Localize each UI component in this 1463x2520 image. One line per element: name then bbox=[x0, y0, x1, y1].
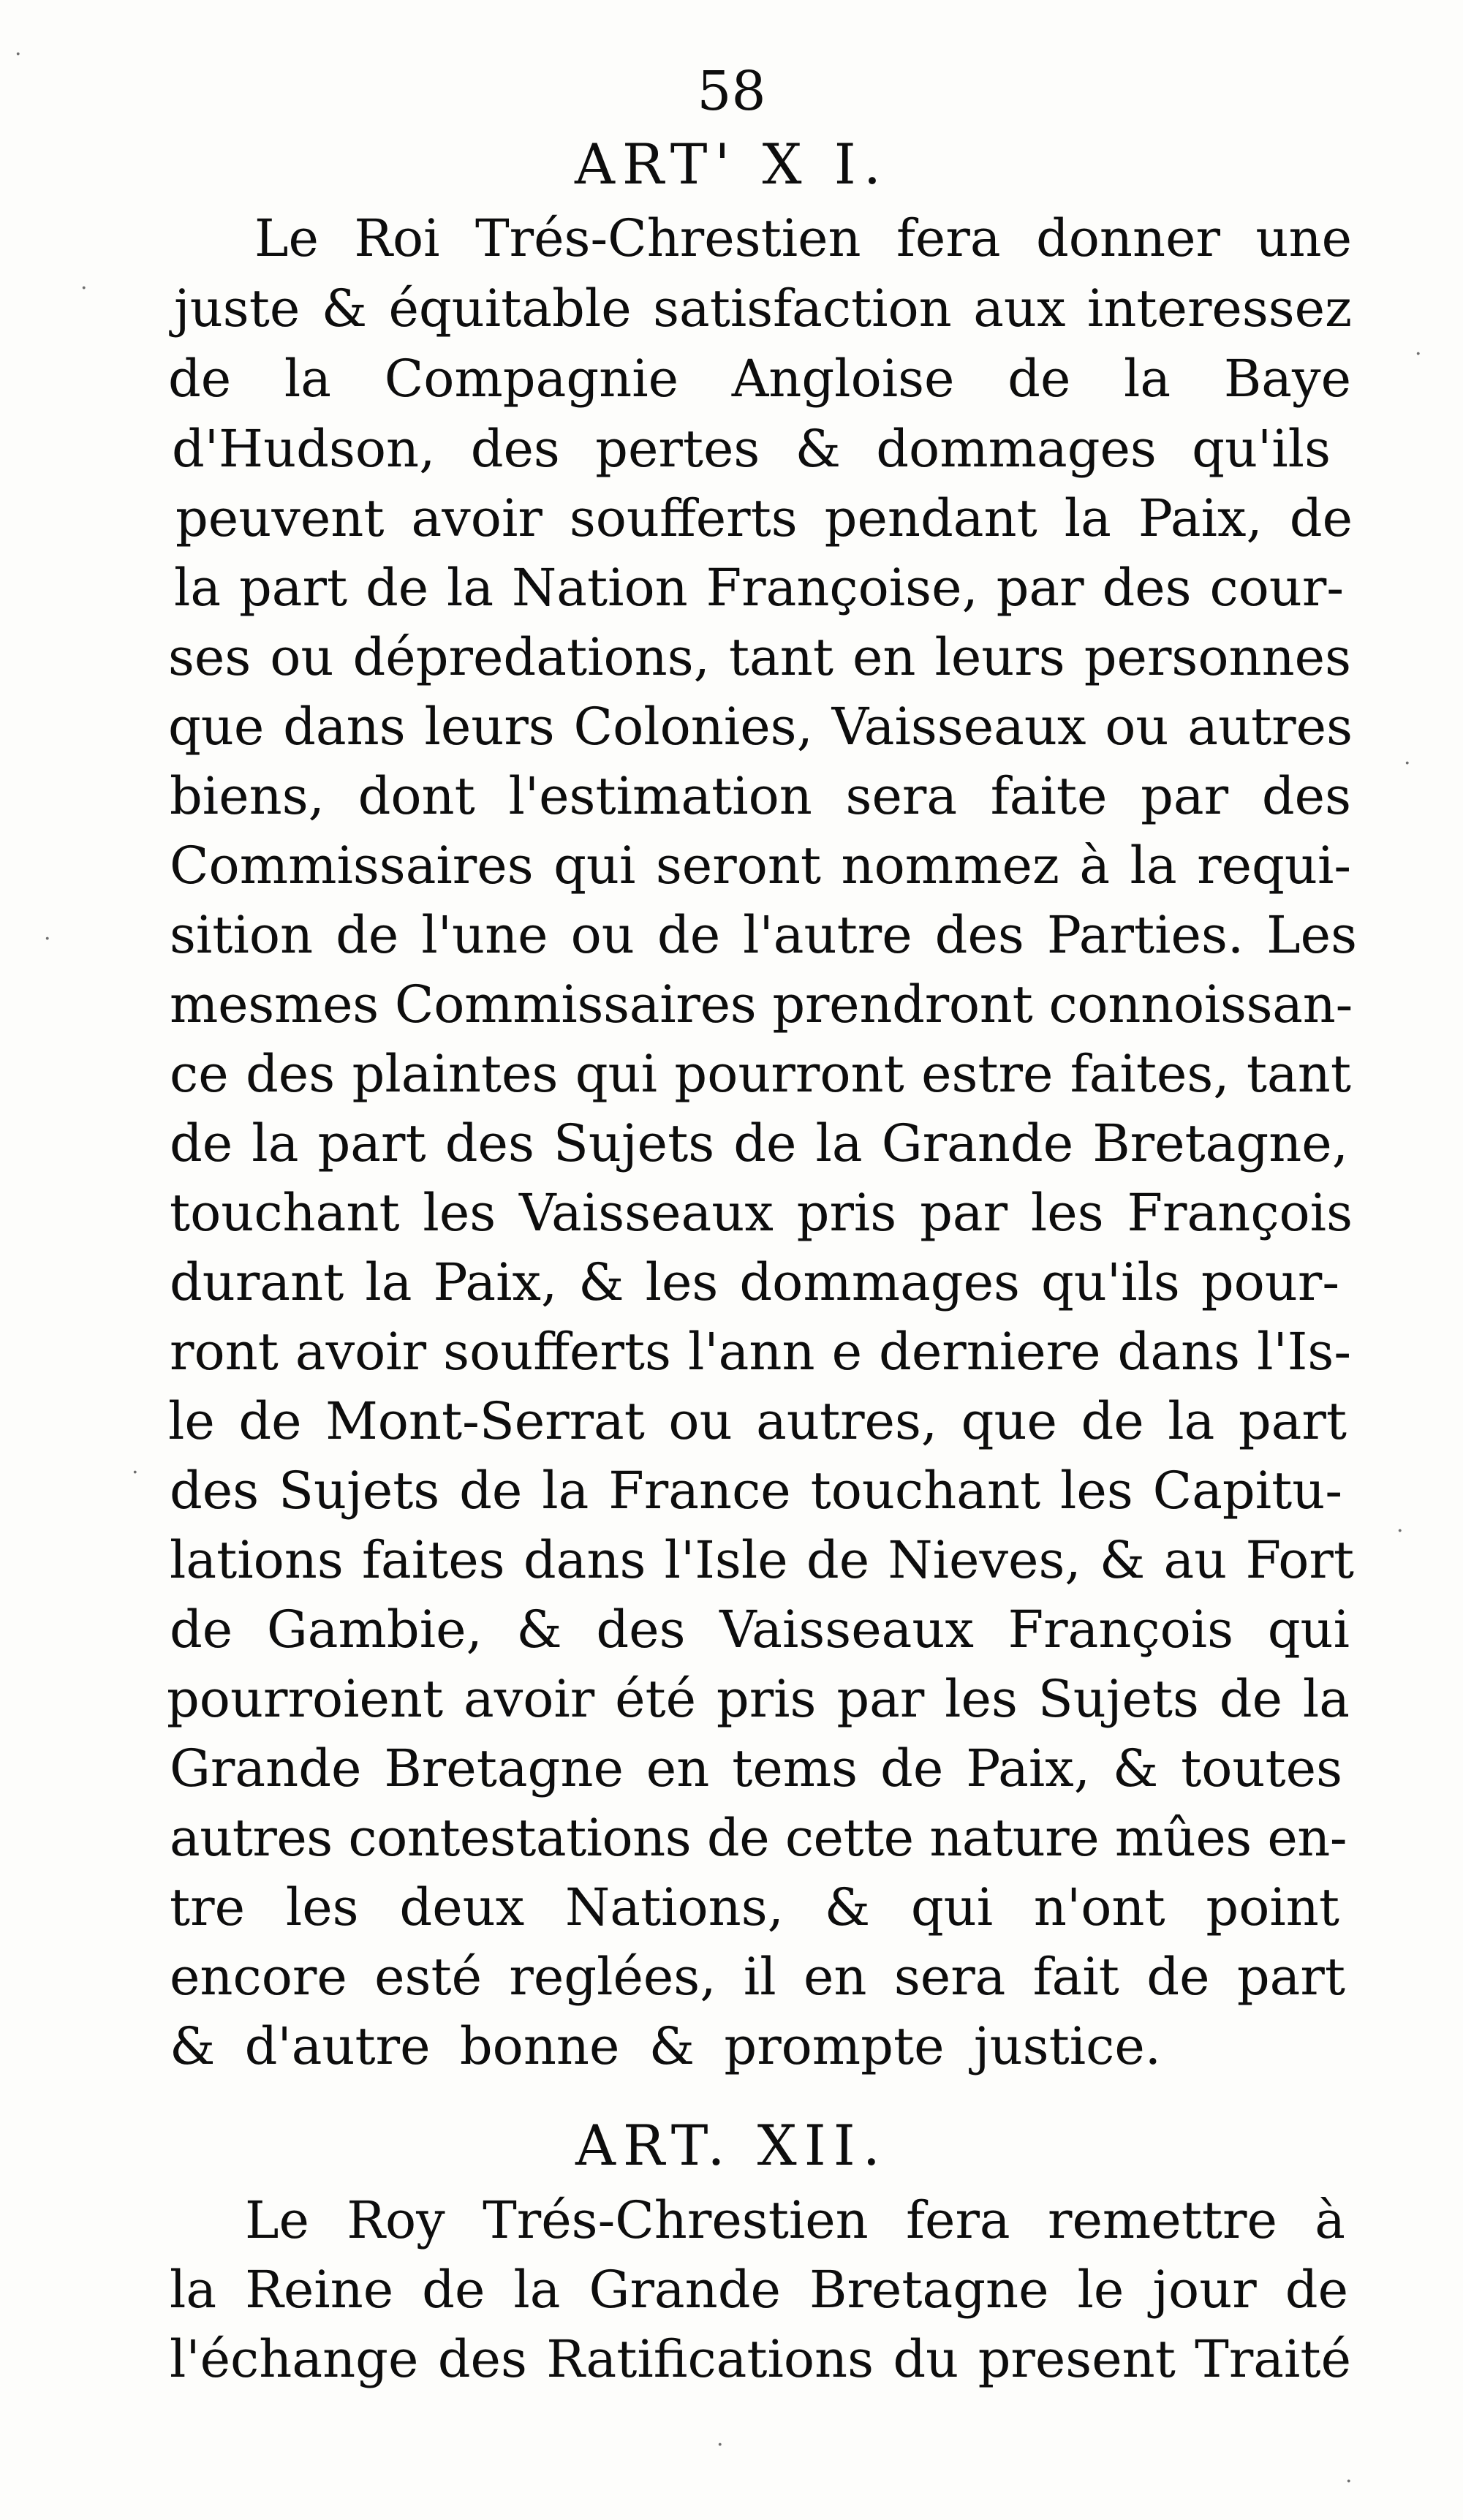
text-line: d'Hudson, des pertes & dommages qu'ils bbox=[172, 419, 1331, 479]
book-page: 58 ART' X I. Le Roi Trés-Chrestien fera donner une juste & équitable satisfaction aux interessez de la Compagnie Angloise de la Baye d'Hudson, des pertes & dommages qu'ils peuvent avoir soufferts pendant la Paix, de la part de la Nation Françoise, par des cour- ses ou dépredations, tant en leurs personnes que dans leurs Colonies, Vaisseaux ou autres biens, dont l'estimation sera faite par des Commissaires qui seront nommez à la requi- sition de l'une ou de l'autre des Parties. Les mesmes Commissaires prendront connoissan- ce des plaintes qui pourront estre faites, tant de la part des Sujets de la Grande Bretagne, touchant les Vaisseaux pris par les François durant la Paix, & les dommages qu'ils pour- ront avoir soufferts l'ann e derniere dans l'Is- le de Mont-Serrat ou autres, que de la part des Sujets de la France touchant les Capitu- lations faites dans l'Isle de Nieves, & au Fort de Gambie, & des Vaisseaux François qui pourroient avoir été pris par les Sujets de la Grande Bretagne en tems de Paix, & toutes autres contestations de cette nature mûes en- tre les deux Nations, & qui n'ont point encore esté reglées, il en sera fait de part & d'autre bonne & prompte justice. ART. XII. Le Roy Trés-Chrestien fera remettre à la Reine de la Grande Bretagne le jour de l'échange des Ratifications du present Traité · · · · · · · · · bbox=[0, 0, 1463, 2520]
text-line: encore esté reglées, il en sera fait de part bbox=[170, 1947, 1345, 2007]
text-line: Le Roy Trés-Chrestien fera remettre à bbox=[245, 2190, 1345, 2250]
text-line: le de Mont-Serrat ou autres, que de la part bbox=[168, 1391, 1347, 1451]
text-line: la part de la Nation Françoise, par des cour- bbox=[174, 558, 1344, 618]
article-heading-xi: ART' X I. bbox=[575, 132, 888, 197]
text-line: des Sujets de la France touchant les Capitu- bbox=[170, 1461, 1342, 1521]
text-line: touchant les Vaisseaux pris par les François bbox=[170, 1183, 1353, 1243]
text-line: la Reine de la Grande Bretagne le jour de bbox=[170, 2260, 1348, 2320]
text-line: & d'autre bonne & prompte justice. bbox=[170, 2016, 1161, 2076]
text-line: lations faites dans l'Isle de Nieves, & au Fort bbox=[170, 1530, 1354, 1590]
text-line: durant la Paix, & les dommages qu'ils pour- bbox=[170, 1252, 1339, 1312]
text-line: que dans leurs Colonies, Vaisseaux ou autres bbox=[168, 697, 1353, 757]
text-line: biens, dont l'estimation sera faite par des bbox=[170, 766, 1351, 826]
text-line: ce des plaintes qui pourront estre faites, tant bbox=[170, 1044, 1351, 1104]
text-line: juste & équitable satisfaction aux interessez bbox=[174, 279, 1352, 338]
text-line: ses ou dépredations, tant en leurs personnes bbox=[168, 627, 1351, 687]
text-line: tre les deux Nations, & qui n'ont point bbox=[170, 1877, 1339, 1937]
text-line: ront avoir soufferts l'ann e derniere dans l'Is- bbox=[170, 1322, 1351, 1382]
text-line: de la part des Sujets de la Grande Bretagne, bbox=[170, 1113, 1348, 1173]
text-line: l'échange des Ratifications du present Traité bbox=[170, 2329, 1351, 2389]
text-line: de la Compagnie Angloise de la Baye bbox=[168, 349, 1351, 409]
page-number: 58 bbox=[697, 60, 766, 123]
text-line: mesmes Commissaires prendront connoissan- bbox=[170, 975, 1353, 1034]
text-line: peuvent avoir soufferts pendant la Paix, de bbox=[175, 488, 1353, 548]
text-line: Le Roi Trés-Chrestien fera donner une bbox=[254, 208, 1352, 268]
text-line: sition de l'une ou de l'autre des Parties. Les bbox=[170, 905, 1357, 965]
text-line: autres contestations de cette nature mûes en- bbox=[170, 1808, 1347, 1868]
article-heading-xii: ART. XII. bbox=[575, 2113, 888, 2178]
text-line: pourroient avoir été pris par les Sujets de la bbox=[167, 1669, 1350, 1729]
text-line: Commissaires qui seront nommez à la requi- bbox=[170, 836, 1351, 896]
text-line: de Gambie, & des Vaisseaux François qui bbox=[170, 1600, 1350, 1660]
text-line: Grande Bretagne en tems de Paix, & toutes bbox=[170, 1738, 1342, 1798]
